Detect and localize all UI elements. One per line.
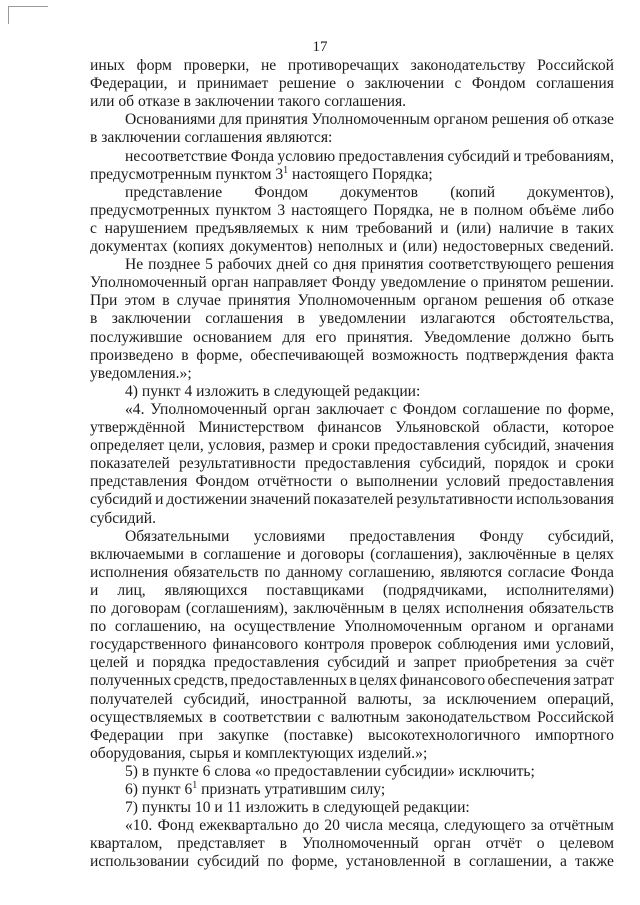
text-line: «4. Уполномоченный орган заключает с Фондом соглашение по форме, <box>125 400 614 418</box>
document-body <box>0 57 640 905</box>
text-line: определяет цели, условия, размер и сроки предоставления субсидий, значения <box>90 437 614 455</box>
text-line: и лиц, являющихся поставщиками (подрядчиками, исполнителями) <box>90 581 614 599</box>
text-line: утверждённой Министерством финансов Ульяновской области, которое <box>90 419 614 436</box>
text-line: полученных средств, предоставленных в целях финансового обеспечения затрат <box>90 672 614 690</box>
text-line: Уполномоченный орган направляет Фонду уведомление о принятом решении. <box>90 274 614 292</box>
text-line: послужившие основанием для его принятия. Уведомление должно быть <box>90 328 614 346</box>
text-line: представления Фондом отчётности о выполнении условий предоставления <box>90 473 614 491</box>
superscript-index: 1 <box>192 781 198 791</box>
text-line: При этом в случае принятия Уполномоченным органом решения об отказе <box>90 292 614 310</box>
text-line: 6) пункт $6^1$ признать утратившим силу; <box>125 781 386 798</box>
text-line: 7) пункты 10 и 11 изложить в следующей редакции: <box>125 799 470 817</box>
text-line: уведомления.»; <box>90 364 192 382</box>
text-line: по договорам (соглашениям), заключённым в целях исполнения обязательств <box>90 600 614 617</box>
text-line: или об отказе в заключении такого соглашения. <box>90 93 407 111</box>
text-line: по соглашению, на осуществление Уполномоченным органом и органами <box>90 618 614 636</box>
text-line: государственного финансового контроля проверок соблюдения ими условий, <box>90 636 614 654</box>
text-line: 5) в пункте 6 слова «о предоставлении субсидии» исключить; <box>125 762 535 780</box>
text-line: с нарушением предъявляемых к ним требований и (или) наличие в таких <box>90 219 614 237</box>
text-line: целей и порядка предоставления субсидий и запрет приобретения за счёт <box>90 654 614 672</box>
text-line: осуществляемых в соответствии с валютным законодательством Российской <box>90 708 614 726</box>
text-line: показателей результативности предоставления субсидий, порядок и сроки <box>90 455 614 473</box>
text-line: 4) пункт 4 изложить в следующей редакции: <box>125 382 421 400</box>
superscript-index: 1 <box>283 165 289 176</box>
text-line: в заключении соглашения являются: <box>90 129 333 147</box>
text-line: Федерации, и принимает решение о заключении с Фондом соглашения <box>90 75 614 93</box>
scan-corner-mark-vertical <box>8 6 9 24</box>
text-line: иных форм проверки, не противоречащих законодательству Российской <box>90 57 614 74</box>
text-line: субсидий. <box>90 509 157 527</box>
text-line: оборудования, сырья и комплектующих изделий.»; <box>90 744 428 762</box>
text-line: исполнения обязательств по данному соглашению, являются согласие Фонда <box>90 563 614 581</box>
text-line: несоответствие Фонда условию предоставления субсидий и требованиям, <box>125 147 614 165</box>
text-line: Федерации при закупке (поставке) высокотехнологичного импортного <box>90 726 614 744</box>
text-line: представление Фондом документов (копий документов), <box>125 183 614 201</box>
text-line: использовании субсидий по форме, установленной в соглашении, а также <box>90 853 614 871</box>
text-line: предусмотренных пунктом 3 настоящего Порядка, не в полном объёме либо <box>90 201 614 219</box>
text-line: документах (копиях документов) неполных и (или) недостоверных сведений. <box>90 238 614 255</box>
page-number: 17 <box>312 39 328 55</box>
text-line: предусмотренным пунктом $3^1$ настоящего Порядка; <box>90 165 433 183</box>
text-line: Обязательными условиями предоставления Фонду субсидий, <box>125 527 614 545</box>
text-line: произведено в форме, обеспечивающей возможность подтверждения факта <box>90 346 614 364</box>
text-line: в заключении соглашения в уведомлении излагаются обстоятельства, <box>90 310 614 328</box>
text-line: получателей субсидий, иностранной валюты, за исключением операций, <box>90 690 614 708</box>
text-line: субсидий и достижении значений показателей результативности использования <box>90 491 614 509</box>
scan-corner-mark <box>8 6 48 7</box>
text-line: «10. Фонд ежеквартально до 20 числа месяца, следующего за отчётным <box>125 817 614 835</box>
text-line: Не позднее 5 рабочих дней со дня принятия соответствующего решения <box>125 256 614 274</box>
text-line: включаемыми в соглашение и договоры (соглашения), заключённые в целях <box>90 545 614 563</box>
text-line: Основаниями для принятия Уполномоченным органом решения об отказе <box>125 111 614 129</box>
text-line: кварталом, представляет в Уполномоченный орган отчёт о целевом <box>90 835 614 853</box>
